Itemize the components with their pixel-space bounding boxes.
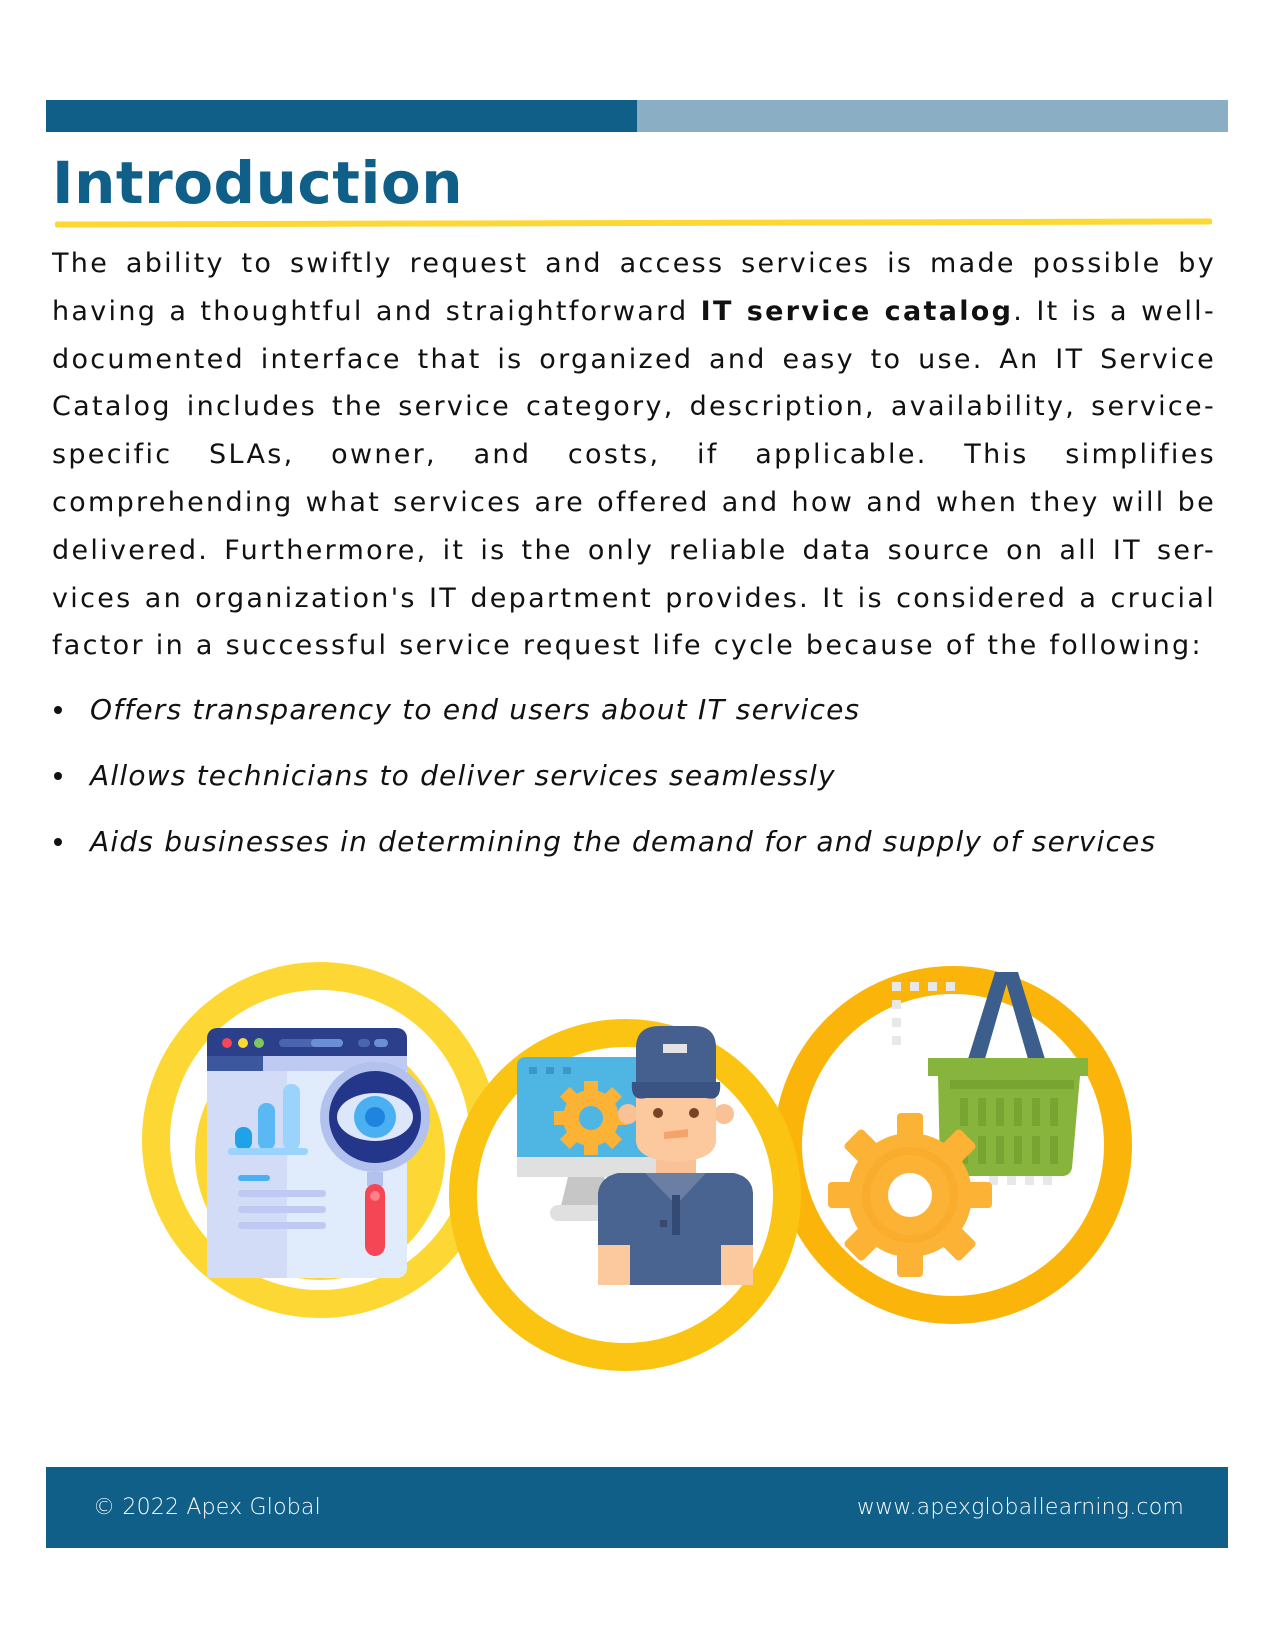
intro-paragraph [52, 240, 1216, 670]
list-item [52, 822, 1222, 888]
benefits-list [52, 690, 1222, 888]
analytics-magnifier-eye-icon [156, 976, 484, 1304]
page-footer [46, 1467, 1228, 1548]
bullet-icon [54, 706, 62, 714]
intro-text-part2: . It is a well-documented interface that is organized and easy to use. An IT Service Catalog includes the service category, description, availability, service-specific SLAs, owner, and costs, if applicable. This simplifies comprehending what services are offered and how and when they will be delivered. Furthermore, it is the only reliable data source on all IT ser-vices an organization's IT department provides. It is considered a crucial factor in a successful service request life cycle because of the following: [52, 295, 1217, 662]
technician-computer-gear-icon [463, 1026, 787, 1357]
page-title: Introduction [52, 149, 463, 217]
illustration-group [0, 940, 1275, 1380]
list-item-text: Offers transparency to end users about IT services [90, 693, 861, 726]
list-item [52, 756, 1222, 822]
bullet-icon [54, 772, 62, 780]
bullet-icon [54, 838, 62, 846]
footer-website-link[interactable]: www.apexgloballearning.com [856, 1495, 1184, 1520]
footer-copyright: © 2022 Apex Global [93, 1495, 321, 1520]
list-item [52, 690, 1222, 756]
intro-text-part1: The ability to swiftly request and access services is made possible by having a thoughtful and straightforward [52, 248, 1216, 327]
header-bar-light-segment [637, 100, 1228, 132]
header-color-bar [46, 100, 1228, 132]
list-item-text: Aids businesses in determining the demand for and supply of services [90, 825, 1157, 858]
gear-shopping-basket-icon [788, 972, 1118, 1310]
title-underline [55, 218, 1212, 227]
intro-bold-term: IT service catalog [700, 295, 1014, 327]
list-item-text: Allows technicians to deliver services seamlessly [90, 759, 836, 792]
header-bar-dark-segment [46, 100, 637, 132]
